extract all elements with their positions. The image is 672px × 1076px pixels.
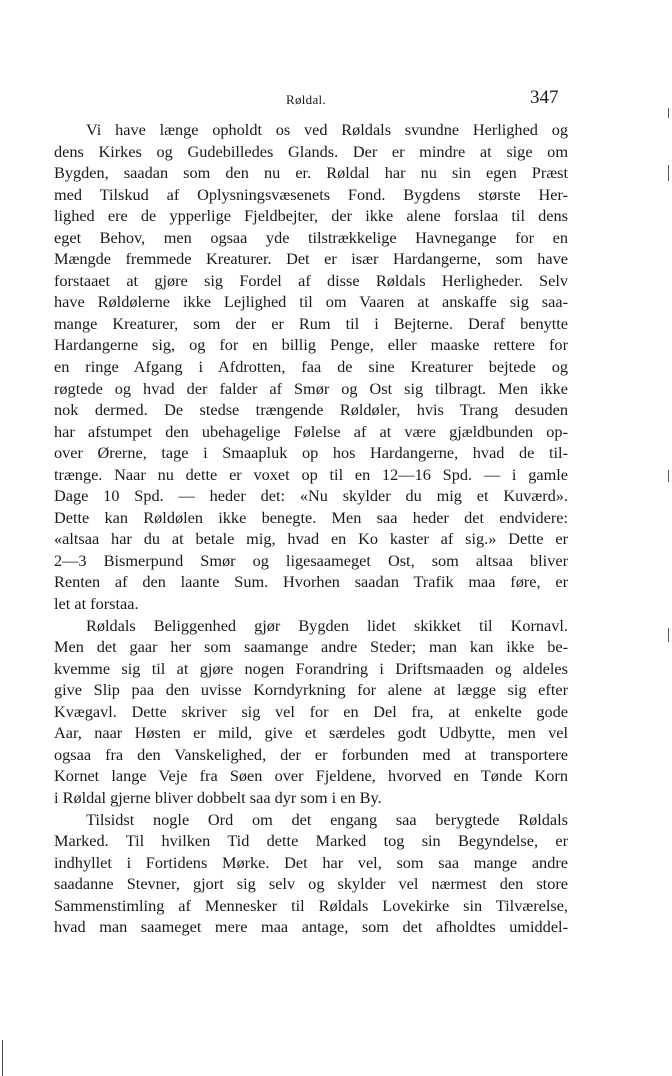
text-line: dens Kirkes og Gudebilledes Glands. Der er mindre at sige om	[54, 141, 568, 161]
text-line: Hardangerne sig, og for en billig Penge, eller maaske rettere for	[54, 335, 568, 355]
page-edge-mark	[2, 1040, 3, 1076]
body-text	[54, 119, 568, 938]
page-number: 347	[530, 87, 559, 108]
text-line: lighed ere de ypperlige Fjeldbejter, der ikke alene forslaa til dens	[54, 206, 568, 226]
text-line: indhyllet i Fortidens Mørke. Det har vel, som saa mange andre	[54, 852, 568, 872]
text-line: en ringe Afgang i Afdrotten, faa de sine Kreaturer bejtede og	[54, 357, 568, 377]
text-line: Dage 10 Spd. — heder det: «Nu skylder du mig et Kuværd».	[54, 486, 568, 506]
text-line: let at forstaa.	[54, 594, 139, 614]
text-line: saadanne Stevner, gjort sig selv og skylder vel nærmest den store	[54, 874, 568, 894]
text-line: Tilsidst nogle Ord om det engang saa berygtede Røldals	[86, 809, 568, 829]
text-line: over Ørerne, tage i Smaapluk op hos Hardangerne, hvad de til-	[54, 443, 568, 463]
text-line: Røldals Beliggenhed gjør Bygden lidet skikket til Kornavl.	[86, 615, 568, 635]
text-line: Kornet lange Veje fra Søen over Fjeldene, hvorved en Tønde Korn	[54, 766, 568, 786]
text-line: Bygden, saadan som den nu er. Røldal har nu sin egen Præst	[54, 163, 568, 183]
text-line: Kvægavl. Dette skriver sig vel for en Del fra, at enkelte gode	[54, 701, 568, 721]
text-line: Dette kan Røldølen ikke benegte. Men saa heder det endvidere:	[54, 507, 568, 527]
text-line: mange Kreaturer, som der er Rum til i Bejterne. Deraf benytte	[54, 313, 568, 333]
page-edge-mark	[668, 470, 669, 482]
page-edge-mark	[668, 108, 669, 118]
text-line: eget Behov, men ogsaa yde tilstrækkelige Havnegange for en	[54, 227, 568, 247]
text-line: Aar, naar Høsten er mild, give et særdeles godt Udbytte, men vel	[54, 723, 568, 743]
text-line: trænge. Naar nu dette er voxet op til en 12—16 Spd. — i gamle	[54, 464, 568, 484]
text-line: hvad man saameget mere maa antage, som det afholdtes umiddel-	[54, 917, 568, 937]
text-line: forstaaet at gjøre sig Fordel af disse Røldals Herligheder. Selv	[54, 270, 568, 290]
text-line: give Slip paa den uvisse Korndyrkning for alene at lægge sig efter	[54, 680, 568, 700]
text-line: med Tilskud af Oplysningsvæsenets Fond. Bygdens største Her-	[54, 184, 568, 204]
text-line: have Røldølerne ikke Lejlighed til om Vaaren at anskaffe sig saa-	[54, 292, 568, 312]
text-line: Vi have længe opholdt os ved Røldals svundne Herlighed og	[86, 120, 568, 139]
text-line: kvemme sig til at gjøre nogen Forandring i Driftsmaaden og aldeles	[54, 658, 568, 678]
text-line: røgtede og hvad der falder af Smør og Ost sig tilbragt. Men ikke	[54, 378, 568, 398]
text-line: Renten af den laante Sum. Hvorhen saadan Trafik maa føre, er	[54, 572, 568, 592]
running-head: Røldal.	[286, 92, 327, 107]
text-line: ogsaa fra den Vanskelighed, der er forbunden med at transportere	[54, 744, 568, 764]
text-line: nok dermed. De stedse trængende Røldøler, hvis Trang desuden	[54, 400, 568, 420]
page-edge-mark	[668, 628, 669, 642]
text-line: 2—3 Bismerpund Smør og ligesaameget Ost, som altsaa bliver	[54, 550, 568, 570]
text-line: Marked. Til hvilken Tid dette Marked tog sin Begyndelse, er	[54, 831, 568, 851]
text-line: «altsaa har du at betale mig, hvad en Ko kaster af sig.» Dette er	[54, 529, 568, 549]
text-line: har afstumpet den ubehagelige Følelse af at være gjældbunden op-	[54, 421, 568, 441]
page-edge-mark	[668, 165, 669, 181]
text-line: Sammenstimling af Mennesker til Røldals Lovekirke sin Tilværelse,	[54, 895, 568, 915]
text-line: i Røldal gjerne bliver dobbelt saa dyr som i en By.	[54, 787, 382, 807]
text-line: Men det gaar her som saamange andre Steder; man kan ikke be-	[54, 637, 568, 657]
text-line: Mængde fremmede Kreaturer. Det er især Hardangerne, som have	[54, 249, 568, 269]
